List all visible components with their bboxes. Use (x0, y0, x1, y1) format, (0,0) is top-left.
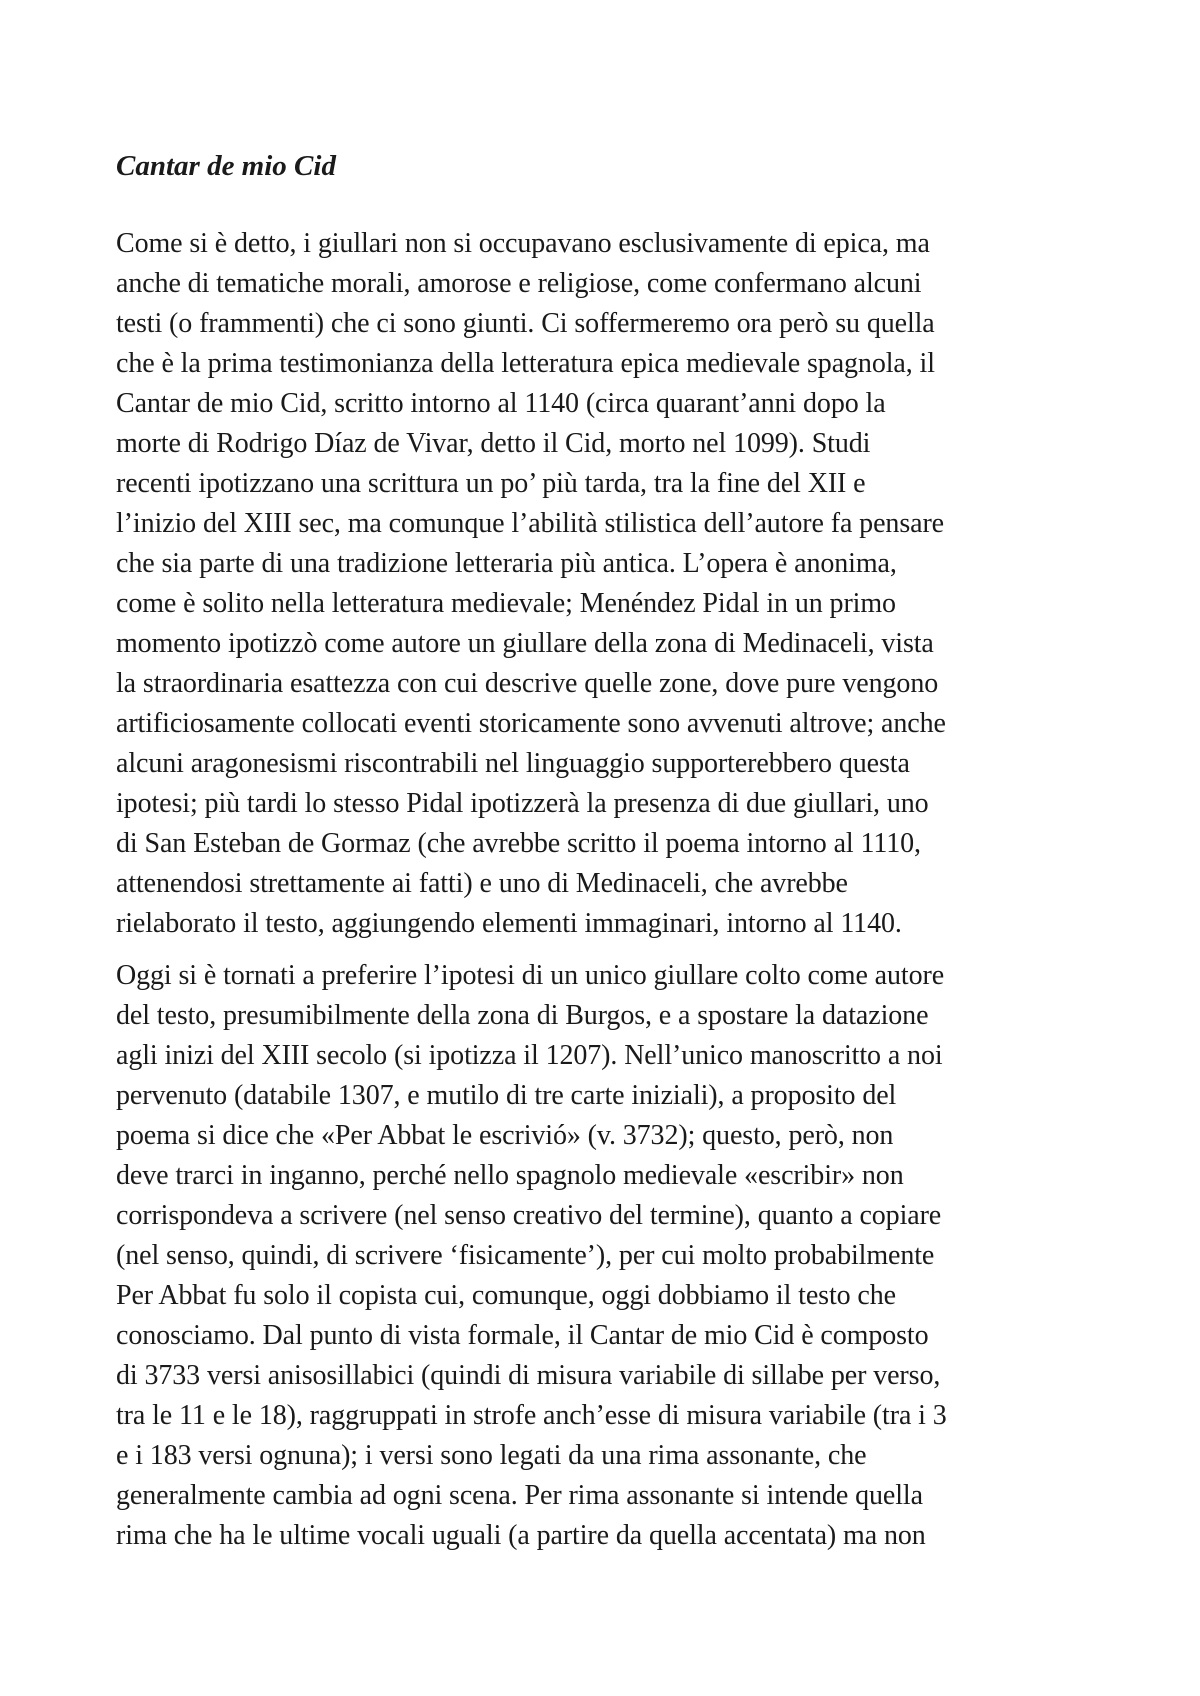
document-title: Cantar de mio Cid (116, 150, 336, 182)
text-line: l’inizio del XIII sec, ma comunque l’abilità stilistica dell’autore fa pensare (116, 508, 944, 539)
text-line: poema si dice che «Per Abbat le escrivió» (v. 3732); questo, però, non (116, 1120, 894, 1151)
text-line: (nel senso, quindi, di scrivere ‘fisicamente’), per cui molto probabilmente (116, 1240, 935, 1271)
text-line: morte di Rodrigo Díaz de Vivar, detto il Cid, morto nel 1099). Studi (116, 428, 871, 459)
document-body (116, 146, 1096, 1556)
paragraph-1 (116, 224, 1096, 944)
text-line: come è solito nella letteratura medievale; Menéndez Pidal in un primo (116, 588, 896, 619)
text-line: momento ipotizzò come autore un giullare della zona di Medinaceli, vista (116, 628, 934, 659)
text-line: corrispondeva a scrivere (nel senso creativo del termine), quanto a copiare (116, 1200, 942, 1231)
text-line: di San Esteban de Gormaz (che avrebbe scritto il poema intorno al 1110, (116, 828, 921, 859)
text-line: ipotesi; più tardi lo stesso Pidal ipotizzerà la presenza di due giullari, uno (116, 788, 929, 819)
text-line: rielaborato il testo, aggiungendo elementi immaginari, intorno al 1140. (116, 908, 902, 939)
text-line: Come si è detto, i giullari non si occupavano esclusivamente di epica, ma (116, 228, 930, 259)
text-line: conosciamo. Dal punto di vista formale, il Cantar de mio Cid è composto (116, 1320, 929, 1351)
text-line: Oggi si è tornati a preferire l’ipotesi di un unico giullare colto come autore (116, 960, 945, 991)
text-line: alcuni aragonesismi riscontrabili nel linguaggio supporterebbero questa (116, 748, 910, 779)
text-line: la straordinaria esattezza con cui descrive quelle zone, dove pure vengono (116, 668, 939, 699)
text-line: Cantar de mio Cid, scritto intorno al 1140 (circa quarant’anni dopo la (116, 388, 886, 419)
text-line: che è la prima testimonianza della letteratura epica medievale spagnola, il (116, 348, 935, 379)
text-line: artificiosamente collocati eventi storicamente sono avvenuti altrove; anche (116, 708, 946, 739)
text-line: rima che ha le ultime vocali uguali (a partire da quella accentata) ma non (116, 1520, 926, 1551)
text-line: testi (o frammenti) che ci sono giunti. Ci soffermeremo ora però su quella (116, 308, 935, 339)
text-line: Per Abbat fu solo il copista cui, comunque, oggi dobbiamo il testo che (116, 1280, 896, 1311)
text-line: tra le 11 e le 18), raggruppati in strofe anch’esse di misura variabile (tra i 3 (116, 1400, 947, 1431)
text-line: recenti ipotizzano una scrittura un po’ più tarda, tra la fine del XII e (116, 468, 866, 499)
text-line: deve trarci in inganno, perché nello spagnolo medievale «escribir» non (116, 1160, 904, 1191)
text-line: agli inizi del XIII secolo (si ipotizza il 1207). Nell’unico manoscritto a noi (116, 1040, 943, 1071)
text-line: e i 183 versi ognuna); i versi sono legati da una rima assonante, che (116, 1440, 867, 1471)
text-line: anche di tematiche morali, amorose e religiose, come confermano alcuni (116, 268, 922, 299)
text-line: che sia parte di una tradizione letteraria più antica. L’opera è anonima, (116, 548, 897, 579)
text-line: generalmente cambia ad ogni scena. Per rima assonante si intende quella (116, 1480, 923, 1511)
paragraph-2 (116, 956, 1096, 1556)
text-line: attenendosi strettamente ai fatti) e uno di Medinaceli, che avrebbe (116, 868, 848, 899)
text-line: pervenuto (databile 1307, e mutilo di tre carte iniziali), a proposito del (116, 1080, 897, 1111)
text-line: di 3733 versi anisosillabici (quindi di misura variabile di sillabe per verso, (116, 1360, 941, 1391)
text-line: del testo, presumibilmente della zona di Burgos, e a spostare la datazione (116, 1000, 929, 1031)
